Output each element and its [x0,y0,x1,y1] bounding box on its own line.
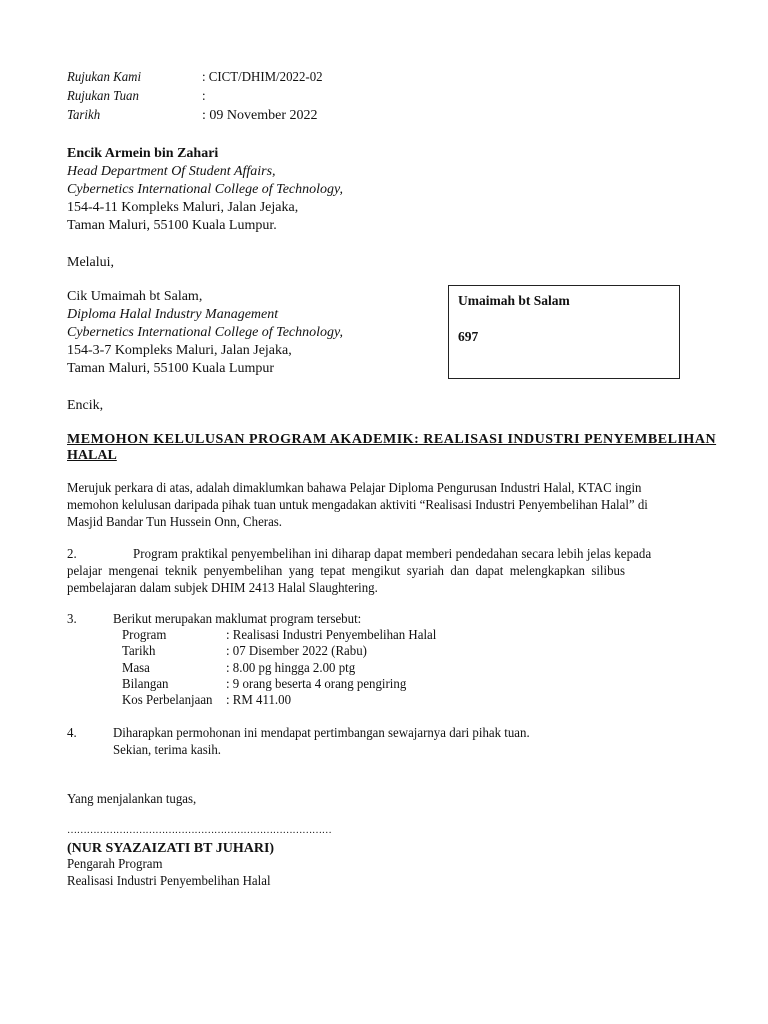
p4-line1: Diharapkan permohonan ini mendapat pertimbangan sewajarnya dari pihak tuan. [113,726,530,741]
signature-line: ……………………………………………………………………… [67,825,332,836]
detail-label-kos: Kos Perbelanjaan [122,693,213,708]
detail-label-program: Program [122,628,167,643]
via-name: Cik Umaimah bt Salam, [67,289,203,304]
p2-number: 2. [67,547,77,562]
p2-line2: pelajar mengenai teknik penyembelihan yang tepat mengikut syariah dan dapat melengkapkan silibus [67,564,625,579]
recipient-address-line2: Taman Maluri, 55100 Kuala Lumpur. [67,218,277,233]
detail-value-masa: : 8.00 pg hingga 2.00 ptg [226,661,356,676]
salutation: Encik, [67,398,104,413]
signatory-program: Realisasi Industri Penyembelihan Halal [67,874,271,889]
melalui-text: Melalui, [67,255,115,270]
ref-kami-label: Rujukan Kami [67,70,142,85]
detail-value-bilangan: : 9 orang beserta 4 orang pengiring [226,677,407,692]
subject-line2: HALAL [67,448,117,463]
via-address-line2: Taman Maluri, 55100 Kuala Lumpur [67,361,275,376]
via-address-line1: 154-3-7 Kompleks Maluri, Jalan Jejaka, [67,343,292,358]
p1-line3: Masjid Bandar Tun Hussein Onn, Cheras. [67,515,283,530]
recipient-college: Cybernetics International College of Technology, [67,182,343,197]
detail-value-tarikh: : 07 Disember 2022 (Rabu) [226,644,367,659]
ref-tuan-label: Rujukan Tuan [67,89,139,104]
p3-number: 3. [67,612,77,627]
p4-line2: Sekian, terima kasih. [113,743,222,758]
box-number: 697 [458,329,479,344]
detail-value-program: : Realisasi Industri Penyembelihan Halal [226,628,437,643]
detail-label-bilangan: Bilangan [122,677,169,692]
p1-line2: memohon kelulusan daripada pihak tuan untuk mengadakan aktiviti “Realisasi Industri Penyembelihan Halal” di [67,498,648,513]
closing-text: Yang menjalankan tugas, [67,792,197,807]
signatory-title: Pengarah Program [67,857,163,872]
recipient-position: Head Department Of Student Affairs, [67,164,276,179]
via-position: Diploma Halal Industry Management [67,307,279,322]
recipient-name: Encik Armein bin Zahari [67,146,219,161]
via-college: Cybernetics International College of Technology, [67,325,343,340]
ref-tuan-value: : [202,89,206,104]
signatory-name: (NUR SYAZAIZATI BT JUHARI) [67,841,275,856]
name-box [448,285,680,379]
ref-kami-value: : CICT/DHIM/2022-02 [202,70,323,85]
detail-label-masa: Masa [122,661,150,676]
detail-value-kos: : RM 411.00 [226,693,292,708]
p4-number: 4. [67,726,77,741]
subject-line1: MEMOHON KELULUSAN PROGRAM AKADEMIK: REALISASI INDUSTRI PENYEMBELIHAN [67,432,717,447]
ref-tarikh-label: Tarikh [67,108,101,123]
detail-label-tarikh: Tarikh [122,644,156,659]
p3-intro: Berikut merupakan maklumat program tersebut: [113,612,362,627]
p2-line1: Program praktikal penyembelihan ini diharap dapat memberi pendedahan secara lebih jelas kepada [133,547,652,562]
p1-line1: Merujuk perkara di atas, adalah dimaklumkan bahawa Pelajar Diploma Pengurusan Industri Halal, KTAC ingin [67,481,642,496]
p2-line3: pembelajaran dalam subjek DHIM 2413 Halal Slaughtering. [67,581,378,596]
box-name: Umaimah bt Salam [458,293,570,308]
ref-tarikh-value: : 09 November 2022 [202,108,318,123]
recipient-address-line1: 154-4-11 Kompleks Maluri, Jalan Jejaka, [67,200,299,215]
